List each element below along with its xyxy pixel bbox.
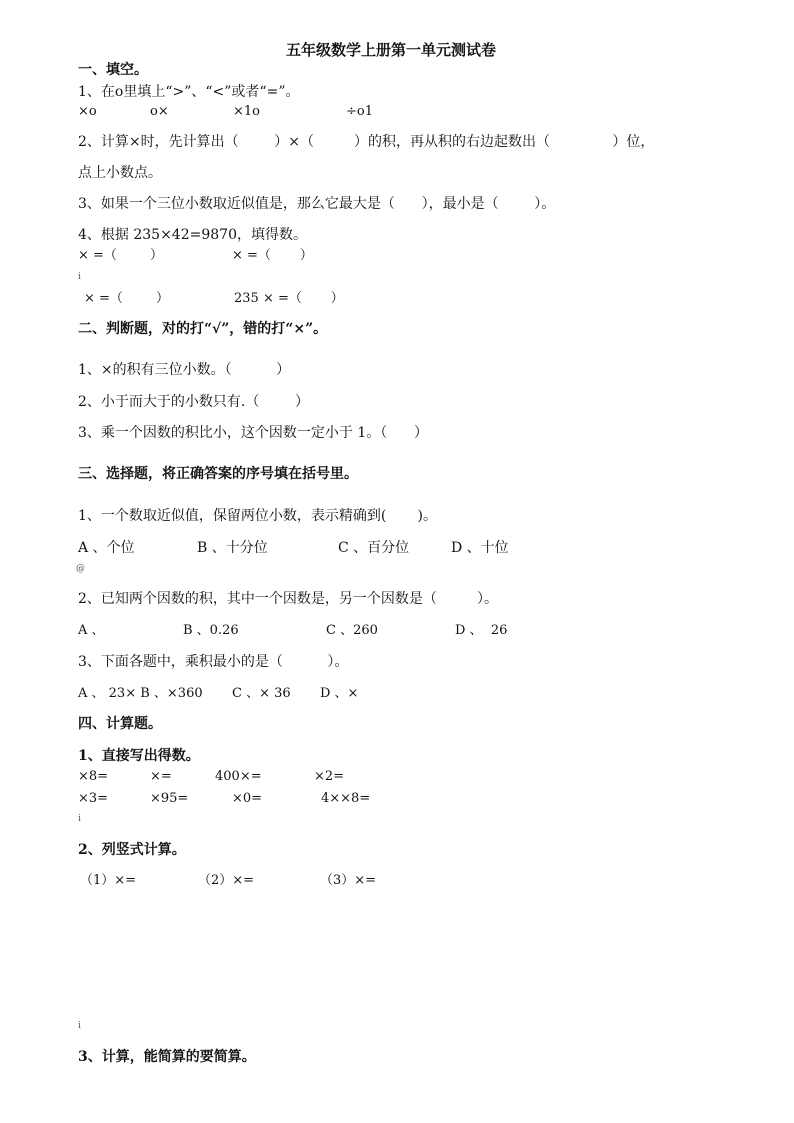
section-2-heading: 二、判断题，对的打“√”，错的打“×”。 — [78, 321, 328, 337]
section-3-heading: 三、选择题，将正确答案的序号填在括号里。 — [78, 466, 358, 482]
section-4-heading: 四、计算题。 — [78, 716, 162, 732]
s2-item: 3、乘一个因数的积比小，这个因数一定小于 1。（ ） — [78, 425, 428, 441]
s1-question-2-cont: 点上小数点。 — [78, 165, 162, 181]
s2-item: 2、小于而大于的小数只有.（ ） — [78, 394, 309, 410]
s3-q1-option: A 、个位 — [78, 540, 135, 556]
s1-question-3: 3、如果一个三位小数取近似值是，那么它最大是（ ），最小是（ ）。 — [78, 196, 556, 212]
s1-q4-item: × =（ ） — [78, 248, 163, 263]
calc-item: 400×= — [215, 769, 262, 784]
s3-q3-option: C 、× 36 — [232, 686, 291, 701]
s1-question-4: 4、根据 235×42=9870，填得数。 — [78, 227, 307, 243]
calc-item: ×2= — [314, 769, 345, 784]
s1-q4-item: × =（ ） — [84, 291, 169, 306]
calc-item: 4××8= — [321, 791, 371, 806]
stray-mark: ⅰ — [78, 272, 81, 282]
calc-item: ×95= — [150, 791, 189, 806]
s1-q1-item: ×o — [78, 104, 97, 119]
stray-mark: ⅰ — [78, 814, 81, 824]
s3-q3-option: D 、× — [320, 686, 359, 701]
s3-q1-option: B 、十分位 — [197, 540, 268, 556]
s1-q4-item: × =（ ） — [232, 248, 313, 263]
s1-q1-item: ÷o1 — [346, 104, 373, 119]
calc-item: ×= — [150, 769, 172, 784]
s4-sub-2: 2、列竖式计算。 — [78, 842, 186, 858]
s3-q2-option: C 、260 — [326, 623, 378, 638]
s4-sub-3: 3、计算，能简算的要简算。 — [78, 1049, 256, 1065]
s3-question-2: 2、已知两个因数的积，其中一个因数是，另一个因数是（ ）。 — [78, 591, 498, 607]
s3-q1-option: D 、十位 — [451, 540, 509, 556]
s1-q1-item: ×1o — [233, 104, 260, 119]
s3-question-1: 1、一个数取近似值，保留两位小数，表示精确到( )。 — [78, 508, 437, 524]
s4-sub-1: 1、直接写出得数。 — [78, 748, 200, 764]
paper-title: 五年级数学上册第一单元测试卷 — [286, 41, 497, 59]
s1-q1-item: o× — [150, 104, 169, 119]
s2-item: 1、×的积有三位小数。（ ） — [78, 362, 291, 378]
s3-q2-option: A 、 — [78, 623, 105, 638]
vertical-calc-item: （3）×= — [320, 873, 377, 888]
s1-q4-item: 235 × =（ ） — [234, 291, 344, 306]
calc-item: ×0= — [232, 791, 263, 806]
calc-item: ×3= — [78, 791, 109, 806]
calc-item: ×8= — [78, 769, 109, 784]
stray-mark: @ — [76, 564, 85, 574]
vertical-calc-item: （1）×= — [80, 873, 137, 888]
s1-question-2: 2、计算×时，先计算出（ ）×（ ）的积，再从积的右边起数出（ ）位， — [78, 134, 655, 150]
s3-question-3: 3、下面各题中，乘积最小的是（ ）。 — [78, 654, 349, 670]
s3-q2-option: D 、 26 — [455, 623, 508, 638]
stray-mark: ⅰ — [78, 1021, 81, 1031]
s3-q1-option: C 、百分位 — [338, 540, 410, 556]
vertical-calc-item: （2）×= — [198, 873, 255, 888]
s3-q3-option: A 、 23× B 、×360 — [78, 686, 203, 701]
section-1-heading: 一、填空。 — [78, 62, 148, 78]
s1-question-1: 1、在o里填上“>”、“<”或者“=”。 — [78, 84, 300, 100]
s3-q2-option: B 、0.26 — [183, 623, 239, 638]
